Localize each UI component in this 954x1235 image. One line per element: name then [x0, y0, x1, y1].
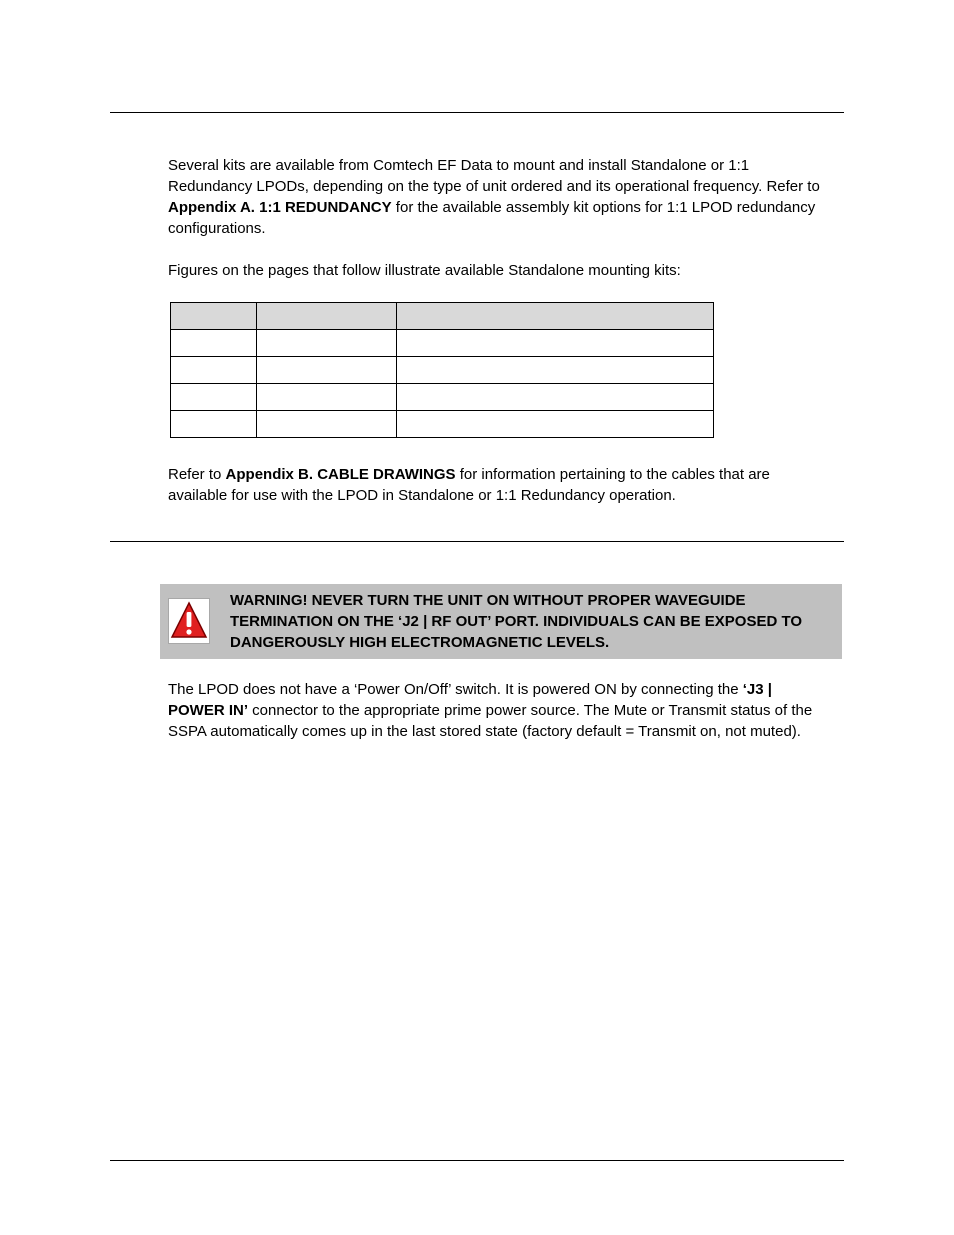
bottom-rule — [110, 1160, 844, 1161]
table-cell — [171, 330, 257, 357]
cables-paragraph — [168, 464, 828, 506]
table-header-cell — [171, 303, 257, 330]
table-header-cell — [397, 303, 714, 330]
table-row — [171, 384, 714, 411]
intro-text-b: for the available assembly kit options for 1:1 LPOD redundancy configurations. — [168, 199, 816, 237]
power-paragraph — [168, 679, 828, 742]
section-rule — [110, 541, 844, 542]
intro-paragraph — [168, 155, 828, 239]
table-cell — [171, 411, 257, 438]
intro-text-a: Several kits are available from Comtech EF Data to mount and install Standalone or 1:1 Redundancy LPODs, depending on the type of unit ordered and its operational frequency. Refer to — [168, 157, 820, 195]
table-row — [171, 357, 714, 384]
warning-text: WARNING! NEVER TURN THE UNIT ON WITHOUT PROPER WAVEGUIDE TERMINATION ON THE ‘J2 | RF OUT’ PORT. INDIVIDUALS CAN BE EXPOSED TO DANGEROUSLY HIGH ELECTROMAGNETIC LEVELS. — [230, 592, 803, 651]
warning-box — [160, 584, 842, 659]
table-cell — [257, 330, 397, 357]
table-cell — [397, 357, 714, 384]
table-cell — [171, 357, 257, 384]
table-cell — [257, 411, 397, 438]
power-text-a: The LPOD does not have a ‘Power On/Off’ switch. It is powered ON by connecting the — [168, 681, 743, 698]
appendix-b-reference: Appendix B. CABLE DRAWINGS — [225, 466, 456, 483]
top-rule — [110, 112, 844, 113]
table-cell — [257, 357, 397, 384]
cables-text-a: Refer to — [168, 466, 226, 483]
table-row — [171, 330, 714, 357]
power-connector-label: ‘J3 | POWER IN’ — [168, 681, 772, 719]
warning-triangle-svg — [169, 599, 209, 643]
table-cell — [171, 384, 257, 411]
mounting-kits-table — [170, 302, 714, 438]
table-header-row — [171, 303, 714, 330]
table-row — [171, 411, 714, 438]
warning-triangle-icon — [168, 598, 210, 644]
table-cell — [397, 411, 714, 438]
table-cell — [397, 330, 714, 357]
power-text-b: connector to the appropriate prime power source. The Mute or Transmit status of the SSPA automatically comes up in the last stored state (factory default = Transmit on, not muted). — [168, 702, 813, 740]
cables-text-b: for information pertaining to the cables that are available for use with the LPOD in Standalone or 1:1 Redundancy operation. — [168, 466, 770, 504]
appendix-a-reference: Appendix A. 1:1 REDUNDANCY — [168, 199, 392, 216]
table-header-cell — [257, 303, 397, 330]
table-cell — [257, 384, 397, 411]
table-cell — [397, 384, 714, 411]
figures-paragraph: Figures on the pages that follow illustrate available Standalone mounting kits: — [168, 262, 681, 279]
